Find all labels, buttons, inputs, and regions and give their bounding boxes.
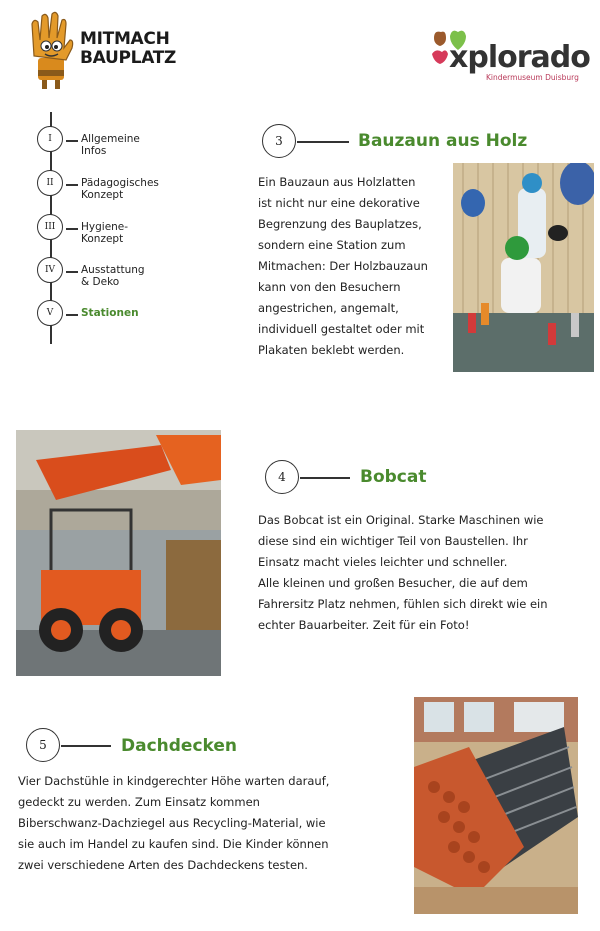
- glove-mascot-icon: [26, 10, 76, 92]
- nav-tick: [66, 314, 78, 316]
- station-title-bobcat: Bobcat: [360, 467, 427, 487]
- text-line: Biberschwanz-Dachziegel aus Recycling-Material, wie: [18, 816, 326, 830]
- station-connector: [300, 477, 350, 479]
- nav-circle-3[interactable]: III: [37, 214, 63, 240]
- station-number-3: 3: [262, 124, 296, 158]
- partner-name: xplorado: [449, 40, 590, 75]
- text-line: kann von den Besuchern: [258, 280, 401, 294]
- nav-tick: [66, 271, 78, 273]
- text-line: Einsatz macht vieles leichter und schneller.: [258, 555, 508, 569]
- nav-item-hygiene-konzept[interactable]: Hygiene-Konzept: [81, 221, 129, 245]
- text-line: Ein Bauzaun aus Holzlatten: [258, 175, 416, 189]
- text-line: Alle kleinen und großen Besucher, die auf dem: [258, 576, 528, 590]
- station-number-4: 4: [265, 460, 299, 494]
- brand-line-1: MITMACH: [80, 29, 170, 49]
- text-line: echter Bauarbeiter. Zeit für ein Foto!: [258, 618, 470, 632]
- station-connector: [297, 141, 349, 143]
- nav-item-stationen[interactable]: Stationen: [81, 307, 139, 319]
- station-text-bauzaun: [258, 172, 448, 361]
- nav-item-paedagogisches-konzept[interactable]: Pädagogisches Konzept: [81, 177, 159, 201]
- photo-bobcat: [16, 430, 221, 676]
- text-line: sondern eine Station zum: [258, 238, 406, 252]
- station-title-bauzaun: Bauzaun aus Holz: [358, 131, 528, 151]
- text-line: angestrichen, angemalt,: [258, 301, 399, 315]
- text-line: Das Bobcat ist ein Original. Starke Maschinen wie: [258, 513, 544, 527]
- station-title-dachdecken: Dachdecken: [121, 736, 238, 756]
- photo-bauzaun: [453, 163, 594, 372]
- text-line: zwei verschiedene Arten des Dachdeckens testen.: [18, 858, 308, 872]
- text-line: Begrenzung des Bauplatzes,: [258, 217, 422, 231]
- text-line: Plakaten beklebt werden.: [258, 343, 405, 357]
- text-line: sie auch im Handel zu kaufen sind. Die Kinder können: [18, 837, 329, 851]
- text-line: individuell gestaltet oder mit: [258, 322, 425, 336]
- station-connector: [61, 745, 111, 747]
- partner-subtitle: Kindermuseum Duisburg: [486, 73, 579, 82]
- text-line: ist nicht nur eine dekorative: [258, 196, 420, 210]
- nav-circle-2[interactable]: II: [37, 170, 63, 196]
- text-line: gedeckt zu werden. Zum Einsatz kommen: [18, 795, 260, 809]
- text-line: diese sind ein wichtiger Teil von Baustellen. Ihr: [258, 534, 528, 548]
- station-number-5: 5: [26, 728, 60, 762]
- nav-circle-4[interactable]: IV: [37, 257, 63, 283]
- station-text-bobcat: [258, 510, 588, 636]
- nav-tick: [66, 184, 78, 186]
- nav-circle-5[interactable]: V: [37, 300, 63, 326]
- nav-tick: [66, 140, 78, 142]
- nav-circle-1[interactable]: I: [37, 126, 63, 152]
- text-line: Mitmachen: Der Holzbauzaun: [258, 259, 428, 273]
- text-line: Vier Dachstühle in kindgerechter Höhe warten darauf,: [18, 774, 330, 788]
- nav-item-allgemeine-infos[interactable]: Allgemeine Infos: [81, 133, 140, 157]
- station-text-dachdecken: [18, 771, 358, 876]
- brand-title: [80, 30, 176, 68]
- nav-item-ausstattung-deko[interactable]: Ausstattung & Deko: [81, 264, 145, 288]
- brand-line-2: BAUPLATZ: [80, 48, 177, 68]
- text-line: Fahrersitz Platz nehmen, fühlen sich direkt wie ein: [258, 597, 548, 611]
- photo-dachdecken: [414, 697, 578, 914]
- nav-tick: [66, 228, 78, 230]
